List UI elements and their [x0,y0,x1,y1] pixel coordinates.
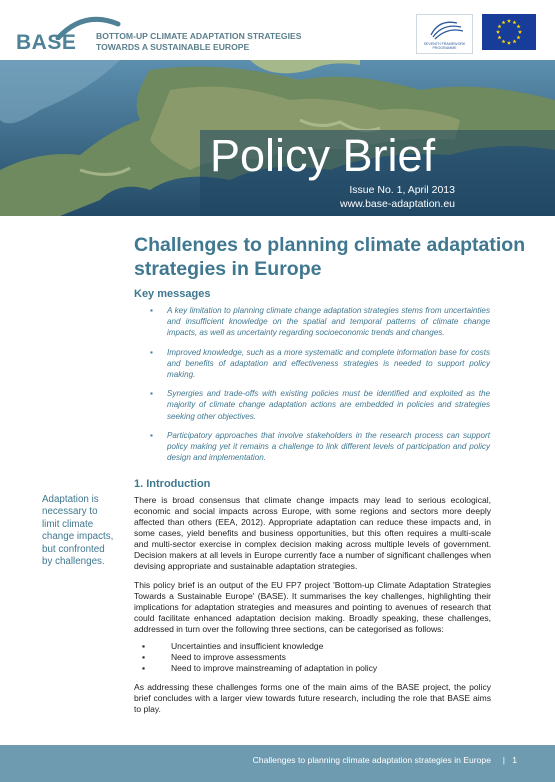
list-item: ▪ Improved knowledge, such as a more systematic and complete information base for costs and benefits of adaptation and effectiveness strategies is needed to support policy making. [150,347,490,380]
eu-star-icon [507,19,511,23]
logo-wordmark: BASE [16,31,77,54]
fp7-emblem-icon [417,15,474,43]
eu-star-icon [497,35,501,39]
fp7-logo [416,14,473,54]
bullet-icon: ▪ [142,663,146,673]
page-title: Challenges to planning climate adaptation strategies in Europe [134,234,526,280]
key-messages-heading: Key messages [134,288,211,300]
eu-star-icon [517,35,521,39]
introduction-heading: 1. Introduction [134,478,211,490]
page-number: 1 [512,755,517,765]
sidebar-pull-quote: Adaptation is necessary to limit climate change impacts, but confronted by challenges. [42,494,114,568]
footer-separator: | [502,755,505,765]
eu-stars-icon [482,14,536,50]
bullet-icon: ▪ [150,389,153,399]
page-header [0,0,555,60]
paragraph: There is broad consensus that climate change impacts may lead to serious ecological, economic and social impacts across Europe, with some regions and sectors more deeply affected than others (EEA, 2012). Appropriate adaptation can reduce these impacts and, in some cases, yield benefits and business opportunities, but this often requires a multi-scale and multi-sector exercise in complex decision making across multiple levels of government. Decision makers at all levels in Europe currently face a number of significant challenges when devising appropriate and sustainable adaptation strategies. [134,495,491,571]
list-item: ▪ A key limitation to planning climate change adaptation strategies stems from uncertainties and insufficient knowledge on the spatial and temporal patterns of climate change impacts, as well as uncertainty regarding socioeconomic trends and changes. [150,306,490,338]
bullet-icon: ▪ [142,641,146,651]
eu-star-icon [513,20,517,24]
banner-title: Policy Brief [210,130,436,181]
challenges-list [134,641,491,674]
eu-star-icon [502,39,506,43]
bullet-icon: ▪ [150,430,153,440]
bullet-icon: ▪ [150,306,153,315]
base-logo [14,14,314,54]
eu-star-icon [496,30,500,34]
eu-star-icon [497,24,501,28]
eu-star-icon [518,30,522,34]
eu-flag [482,14,536,50]
key-messages-list [150,305,490,471]
issue-label: Issue No. 1, April 2013 [349,184,455,196]
logo-tagline-line1: BOTTOM-UP CLIMATE ADAPTATION STRATEGIES [96,31,302,41]
eu-star-icon [517,24,521,28]
introduction-body [134,495,491,723]
website-link[interactable]: www.base-adaptation.eu [340,198,455,210]
logo-tagline-line2: TOWARDS A SUSTAINABLE EUROPE [96,42,250,52]
bullet-icon: ▪ [142,652,146,662]
list-item: ▪ Need to improve assessments [142,652,286,662]
list-item: ▪ Need to improve mainstreaming of adaptation in policy [142,663,378,673]
list-item: ▪ Participatory approaches that involve stakeholders in the research process can support policy making yet it remains a challenge to link different levels of participation and policy design and implementation. [150,430,490,463]
bullet-icon: ▪ [150,347,153,357]
list-item: ▪ Uncertainties and insufficient knowledge [142,641,324,651]
eu-star-icon [507,41,511,45]
paragraph: This policy brief is an output of the EU FP7 project 'Bottom-up Climate Adaptation Strategies Towards a Sustainable Europe' (BASE). It summarises the key challenges, highlighting their implications for adaptation strategies and measures and pointing to avenues of research that could facilitate enhanced adaptation decision making. Broadly speaking, these challenges, addressed in turn over the following three sections, can be categorised as follows: [134,580,491,634]
page-footer [0,745,555,782]
list-item: ▪ Synergies and trade-offs with existing policies must be identified and exploited as the majority of climate change adaptation actions are embedded in policies and strategies seeking other objectives. [150,389,490,421]
footer-title: Challenges to planning climate adaptation strategies in Europe [252,755,491,765]
fp7-caption: SEVENTH FRAMEWORK PROGRAMME [423,42,466,50]
paragraph: As addressing these challenges forms one of the main aims of the BASE project, the policy brief concludes with a larger view towards future research, including the role that BASE aims to play. [134,682,491,714]
eu-star-icon [513,39,517,43]
eu-star-icon [502,20,506,24]
